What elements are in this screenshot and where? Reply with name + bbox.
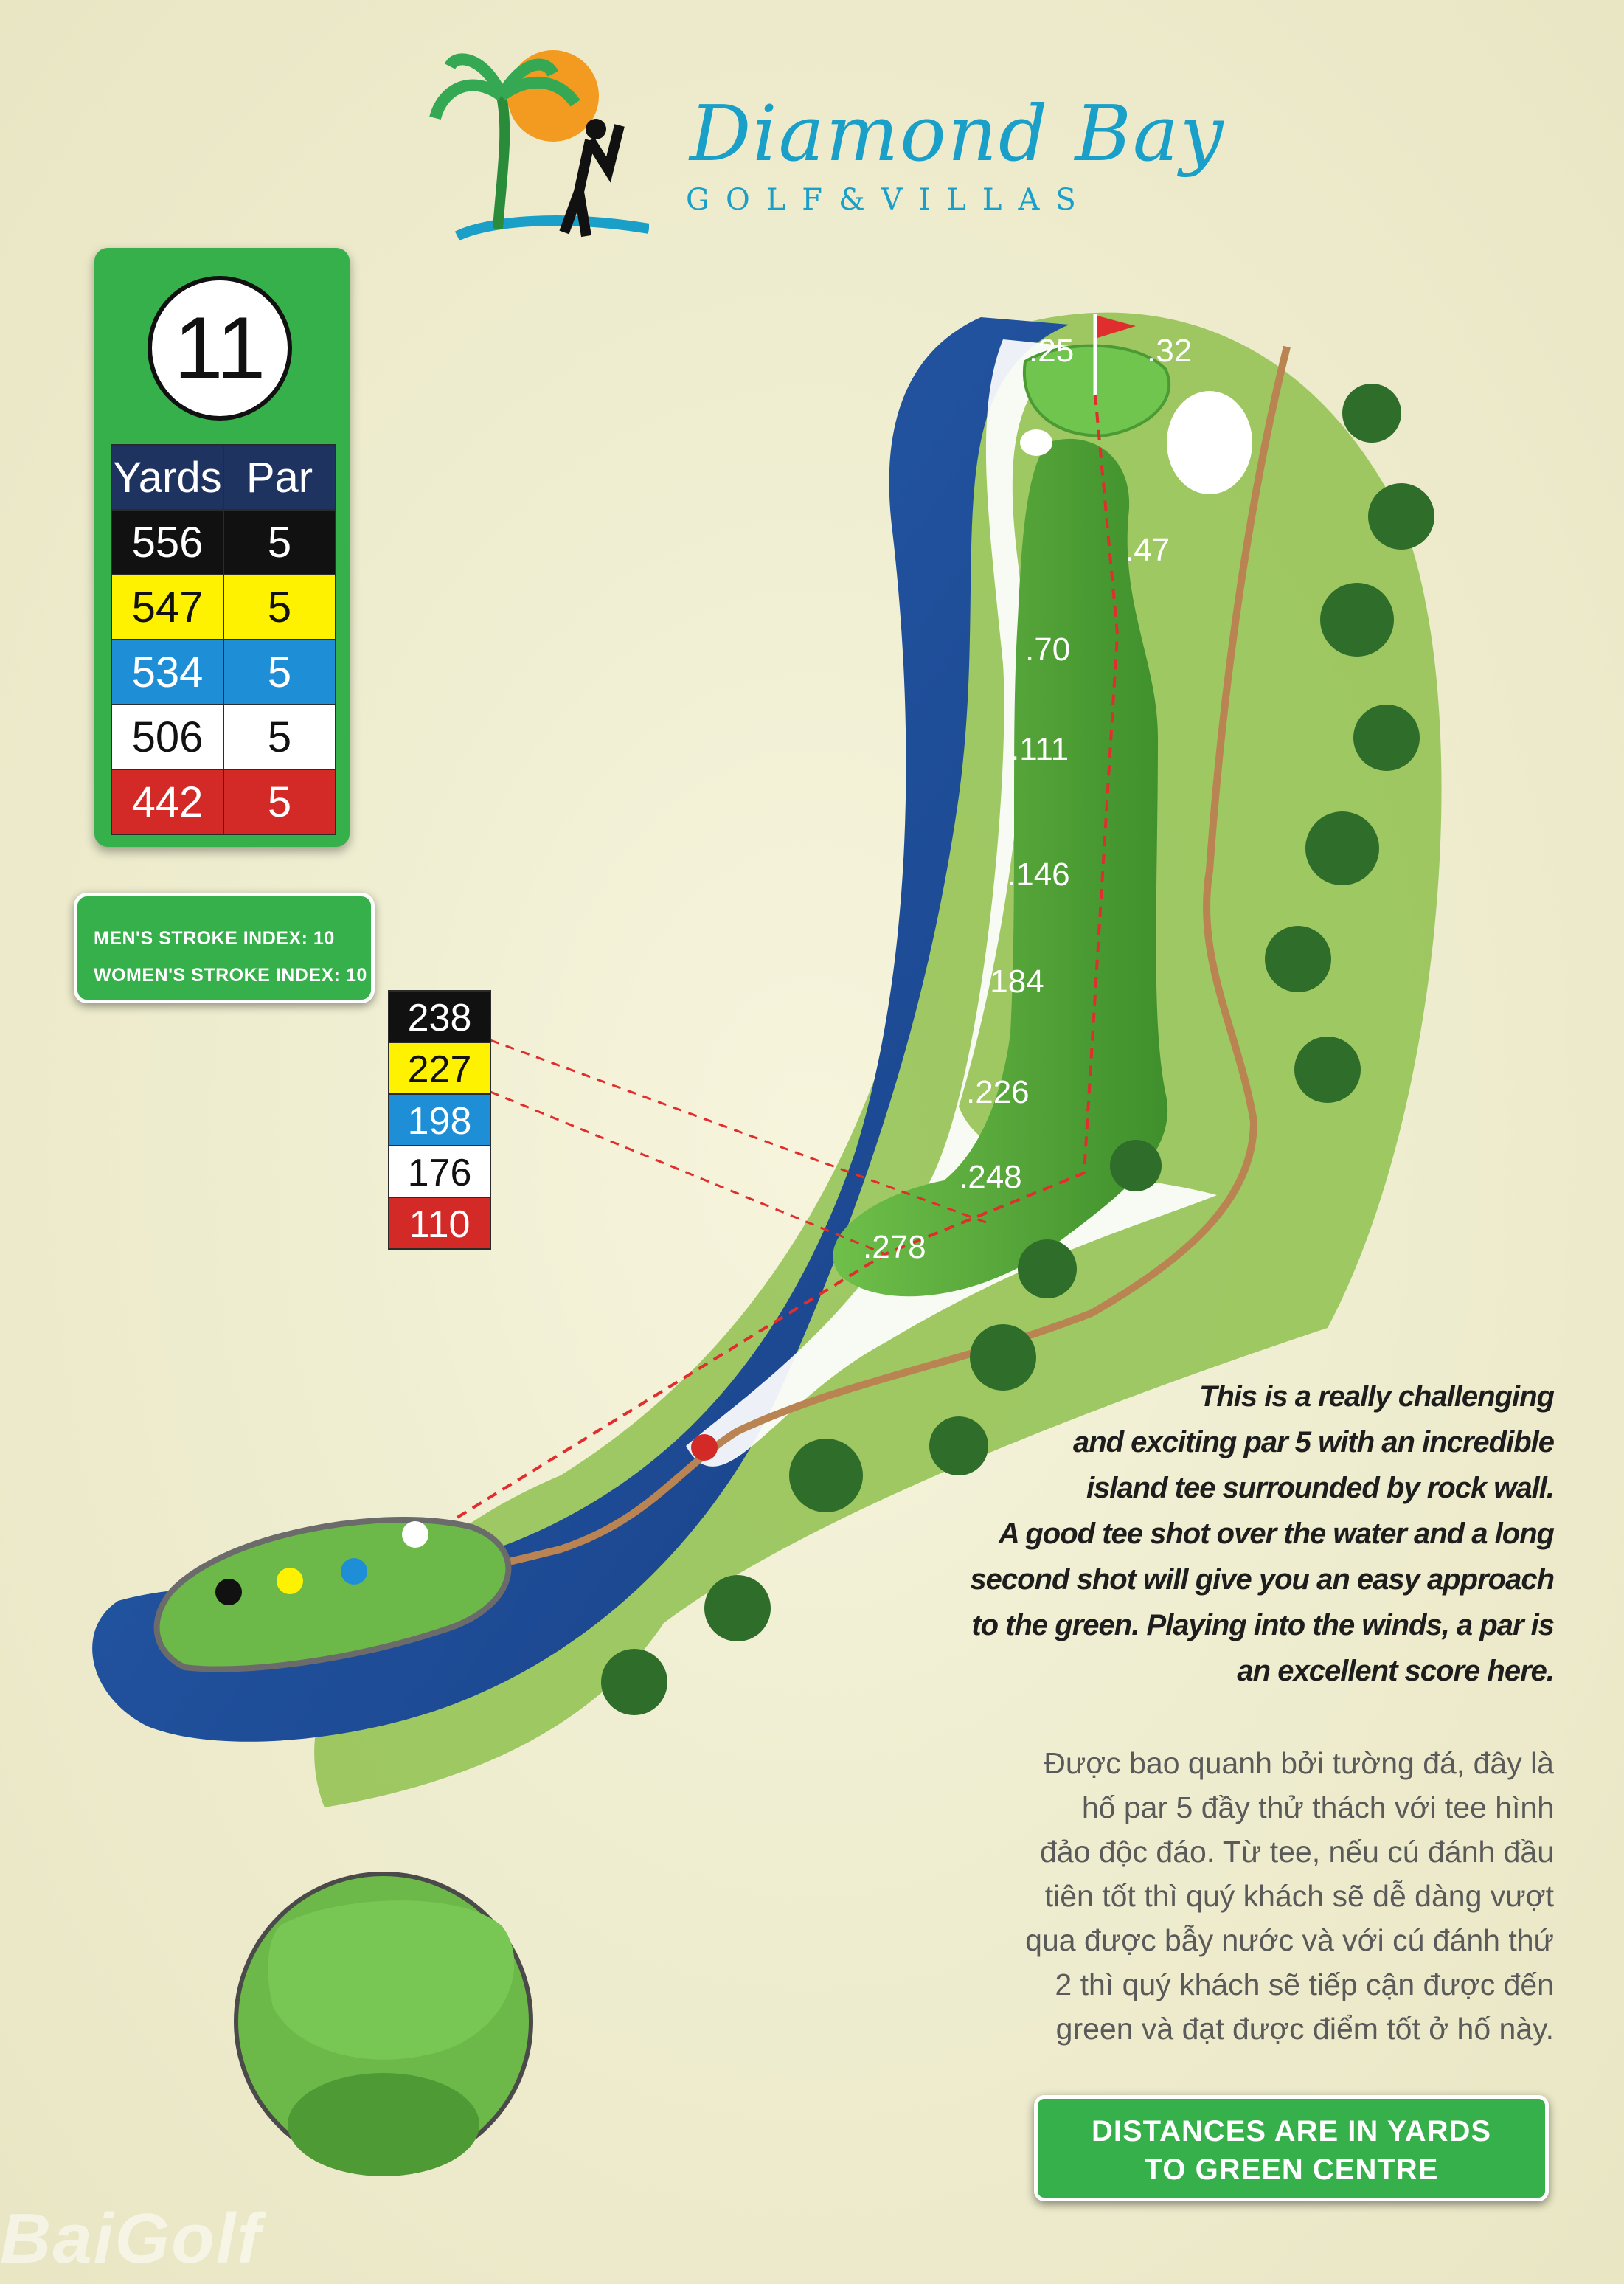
description-line: second shot will give you an easy approach [970,1563,1554,1596]
yardage-marker: .226 [966,1074,1030,1110]
yards-cell: 547 [111,575,223,640]
distance-note-line: DISTANCES ARE IN YARDS [1091,2115,1492,2148]
yardage-marker: .70 [1025,631,1071,668]
description-line: an excellent score here. [1237,1655,1554,1687]
brand-subtitle: GOLF&VILLAS [686,183,1092,217]
yardage-marker: .25 [1029,333,1075,369]
carry-cell: 227 [388,1042,491,1095]
description-line: A good tee shot over the water and a long [998,1518,1554,1550]
palm-logo-icon [428,44,649,251]
logo [428,44,649,251]
description-line: 2 thì quý khách sẽ tiếp cận được đến [1055,1968,1554,2001]
distance-note [1034,2095,1549,2201]
tee-marker-black [215,1579,242,1605]
scorecard-table [111,444,336,835]
description-line: to the green. Playing into the winds, a par is [971,1609,1554,1641]
scorecard-row [111,510,336,575]
yards-cell: 506 [111,705,223,769]
yards-cell: 534 [111,640,223,705]
yards-cell: 442 [111,769,223,834]
description-line: qua được bẫy nước và với cú đánh thứ [1025,1923,1554,1957]
brand-title: Diamond Bay [690,89,1225,179]
tee-marker-yellow [277,1568,303,1594]
scorecard-row [111,640,336,705]
stroke-index-box [74,893,375,1003]
hole-number: 11 [148,276,292,421]
womens-stroke-index: WOMEN'S STROKE INDEX: 10 [94,965,367,986]
hole-card [94,248,350,847]
scorecard-row [111,769,336,834]
tee-marker-blue [341,1558,367,1585]
distance-note-line: TO GREEN CENTRE [1144,2153,1439,2186]
description-line: hố par 5 đầy thử thách với tee hình [1081,1790,1554,1824]
description-vietnamese [890,1741,1554,2051]
carry-cell: 238 [388,990,491,1043]
par-cell: 5 [223,769,336,834]
yards-cell: 556 [111,510,223,575]
yards-header: Yards [111,445,223,510]
scorecard-header [111,445,336,510]
tee-marker-red [691,1434,718,1461]
description-line: island tee surrounded by rock wall. [1086,1472,1554,1504]
par-cell: 5 [223,510,336,575]
yardage-marker: .47 [1125,532,1170,568]
carry-cell: 110 [388,1197,491,1250]
yardage-marker: .111 [1010,731,1069,767]
description-line: and exciting par 5 with an incredible [1072,1426,1554,1458]
description-line: đảo độc đáo. Từ tee, nếu cú đánh đầu [1040,1835,1554,1869]
carry-distance-table [388,992,491,1250]
carry-cell: 176 [388,1145,491,1198]
yardage-marker: .248 [959,1159,1022,1195]
tee-marker-white [402,1521,428,1548]
description-english [890,1374,1554,1694]
par-cell: 5 [223,640,336,705]
par-cell: 5 [223,705,336,769]
description-line: green và đạt được điểm tốt ở hố này. [1055,2012,1554,2046]
par-header: Par [223,445,336,510]
scorecard-row [111,575,336,640]
watermark: BaiGolf [0,2199,263,2278]
yardage-marker: .146 [1007,856,1070,893]
inset-fairway [288,2073,479,2176]
description-line: tiên tốt thì quý khách sẽ dễ dàng vượt [1044,1879,1554,1913]
description-line: Được bao quanh bởi tường đá, đây là [1044,1746,1554,1780]
green-bunker-small [1020,429,1052,456]
scorecard-row [111,705,336,769]
yardage-marker: .278 [863,1229,926,1265]
par-cell: 5 [223,575,336,640]
description-line: This is a really challenging [1198,1380,1554,1413]
mens-stroke-index: MEN'S STROKE INDEX: 10 [94,928,335,949]
yardage-marker: .32 [1147,333,1193,369]
yardage-marker: .184 [981,963,1044,1000]
green-bunker [1167,391,1252,494]
carry-cell: 198 [388,1093,491,1146]
